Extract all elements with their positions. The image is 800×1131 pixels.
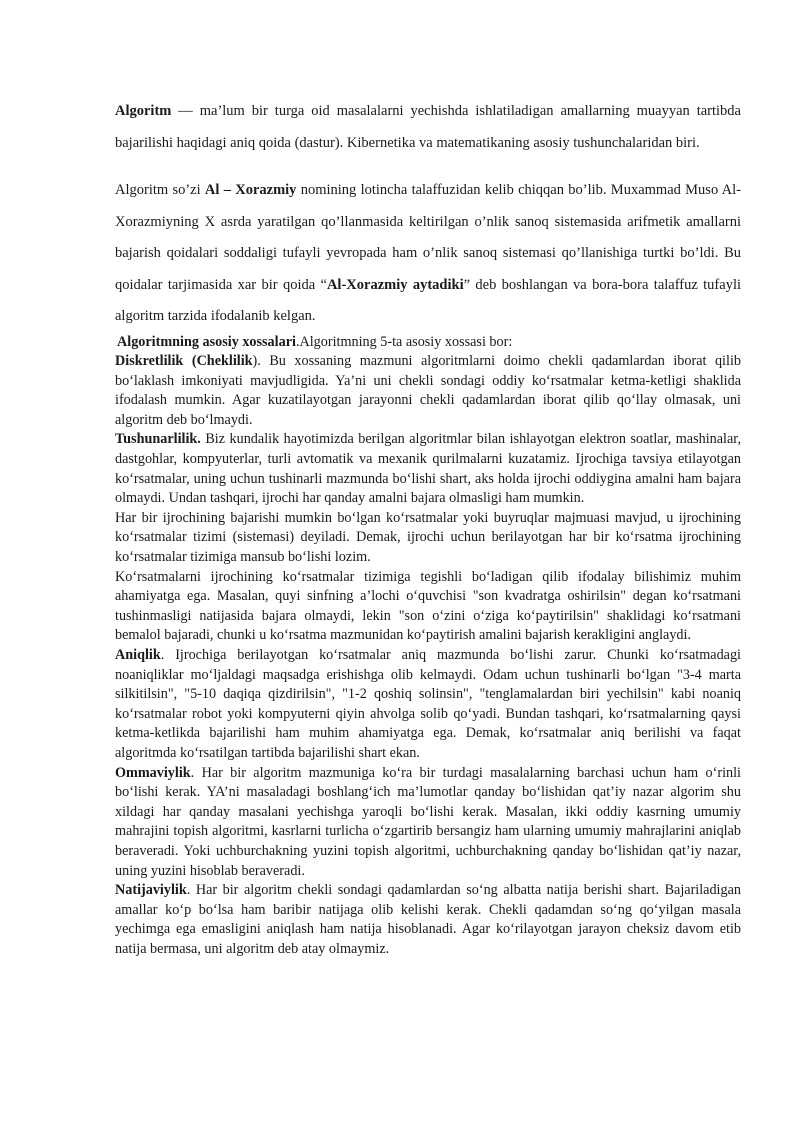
properties-heading: Algoritmning asosiy xossalari xyxy=(117,333,296,350)
origin-text-a: Algoritm so’zi xyxy=(115,182,205,198)
origin-paragraph xyxy=(115,175,741,333)
document-page xyxy=(115,96,741,960)
origin-text-c: ” deb boshlangan va bora-bora talaffuz tufayli algoritm tarzida ifodalanib kelgan. xyxy=(115,276,741,324)
property-clarity-title: Tushunarlilik. xyxy=(115,431,201,448)
property-effectiveness-body: . Har bir algoritm chekli sondagi qadamlardan so‘ng albatta natija berishi shart. Bajariladigan amallar ko‘p bo‘lsa ham baribir natijaga olib kelishi kerak. Chekli qadamdan so‘ng qo‘yilgan masala yechimga ega emasligini aniqlash ham natija hisoblanadi. Agar ko‘rilayotgan jarayon cheksiz davom etib natija bermasa, uni algoritm deb atay olmaymiz. xyxy=(115,882,741,957)
property-effectiveness xyxy=(115,881,741,959)
property-generality xyxy=(115,764,741,882)
property-discreteness xyxy=(115,352,741,430)
property-discreteness-body: ). Bu xossaning mazmuni algoritmlarni doimo chekli qadamlardan iborat qilib bo‘laklash imkoniyati mavjudligida. Ya’ni uni chekli sondagi oddiy ko‘rsatmalar ketma-ketligi shaklida ifodalash mumkin. Agar kuzatilayotgan jarayonni chekli qadamlardan iborat qilib qo‘llay olmasak, uni algoritm deb bo‘lmaydi. xyxy=(115,353,741,428)
origin-phrase-bold: Al-Xorazmiy aytadiki xyxy=(326,276,464,293)
property-generality-body: . Har bir algoritm mazmuniga ko‘ra bir turdagi masalalarning barchasi uchun ham o‘rinli bo‘lishi kerak. YA’ni masaladagi boshlang‘ich ma’lumotlar qanday bo‘lishidan qat’iy nazar algorim shu xildagi har qanday masalani yechishga yaroqli bo‘lishi kerak. Masalan, ikki oddiy kasrning umumiy mahrajini topish algoritmi, kasrlarni turlicha o‘zgartirib bersangiz ham ularning umumiy mahrajlarini aniqlab beraveradi. Yoki uchburchakning yuzini topish algoritmi, uchburchakning qanday bo‘lishidan qat’iy nazar, uning yuzini hisoblab beraveradi. xyxy=(115,764,741,879)
property-generality-title: Ommaviylik xyxy=(115,764,191,781)
term-algoritm: Algoritm xyxy=(115,103,172,119)
intro-definition: — ma’lum bir turga oid masalalarni yechishda ishlatiladigan amallarning muayyan tartibda bajarilishi haqidagi aniq qoida (dastur). Kibernetika va matematikaning asosiy tushunchalaridan biri. xyxy=(115,103,741,151)
origin-text-b: nomining lotincha talaffuzidan kelib chiqqan bo’lib. Muxammad Muso Al-Xorazmiyning X asrda yaratilgan qo’llanmasida keltirilgan o’nlik sanoq sistemasida arifmetik amallarni bajarish qoidalari soddaligi tufayli yevropada ham o’nlik sanoq sistemasi qo’llanishiga turtki bo’ldi. Bu qoidalar tarjimasida xar bir qoida “ xyxy=(115,182,742,293)
property-precision xyxy=(115,646,741,764)
property-precision-title: Aniqlik xyxy=(115,647,161,663)
properties-section xyxy=(115,333,741,960)
property-clarity-paragraph-2: Har bir ijrochining bajarishi mumkin bo‘lgan ko‘rsatmalar yoki buyruqlar majmuasi mavjud, u ijrochining ko‘rsatmalar tizimi (sistemasi) deyiladi. Demak, ijrochi uchun berilayotgan har bir ko‘rsatma ijrochining ko‘rsatmalar tizimiga mansub bo‘lishi lozim. xyxy=(115,509,741,566)
property-clarity xyxy=(115,430,741,508)
property-effectiveness-title: Natijaviylik xyxy=(115,882,187,899)
property-clarity-paragraph-3: Ko‘rsatmalarni ijrochining ko‘rsatmalar tizimiga tegishli bo‘ladigan qilib ifodalay bilishimiz muhim ahamiyatga ega. Masalan, quyi sinfning a’lochi o‘quvchisi "son kvadratga oshirilsin" degan ko‘rsatmani tushinmasligi natijasida bajara olmaydi, lekin "son o‘zini o‘ziga ko‘paytirilsin" shaklidagi ko‘rsatmani bemalol bajaradi, chunki u ko‘rsatma mazmunidan ko‘paytirish amalini bajarish kerakligini anglaydi. xyxy=(115,568,741,644)
properties-heading-line xyxy=(115,333,741,353)
property-clarity-body: Biz kundalik hayotimizda berilgan algoritmlar bilan ishlayotgan elektron soatlar, mashinalar, dastgohlar, kompyuterlar, turli avtomatik va mexanik qurilmalarni kuzatamiz. Ijrochiga tavsiya etilayotgan ko‘rsatmalar, uning uchun tushinarli mazmunda bo‘lishi shart, aks holda ijrochi oddiygina amalni ham bajara olmaydi. Undan tashqari, ijrochi har qanday amalni bajara olmasligi ham mumkin. xyxy=(115,431,741,507)
intro-paragraph xyxy=(115,96,741,159)
origin-name-bold: Al – Xorazmiy xyxy=(204,182,297,198)
properties-heading-tail: .Algoritmning 5-ta asosiy xossasi bor: xyxy=(295,333,513,350)
property-precision-body: . Ijrochiga berilayotgan ko‘rsatmalar aniq mazmunda bo‘lishi zarur. Chunki ko‘rsatmadagi noaniqliklar mo‘ljaldagi maqsadga erishishga olib kelmaydi. Odam uchun tushinarli bo‘lgan "3-4 marta silkitilsin", "5-10 daqiqa qizdirilsin", "1-2 qoshiq solinsin", "tenglamalardan biri yechilsin" kabi noaniq ko‘rsatmalar robot yoki kompyuterni qiyin ahvolga solib qo‘yadi. Bundan tashqari, ko‘rsatmalarning qaysi ketma-ketlikda bajarilishi ham muhim ahamiyatga ega. Demak, ko‘rsatmalar aniq berilishi va faqat algoritmda ko‘rsatilgan tartibda bajarilishi shart ekan. xyxy=(115,647,741,761)
property-discreteness-title: Diskretlilik (Cheklilik xyxy=(115,353,253,370)
